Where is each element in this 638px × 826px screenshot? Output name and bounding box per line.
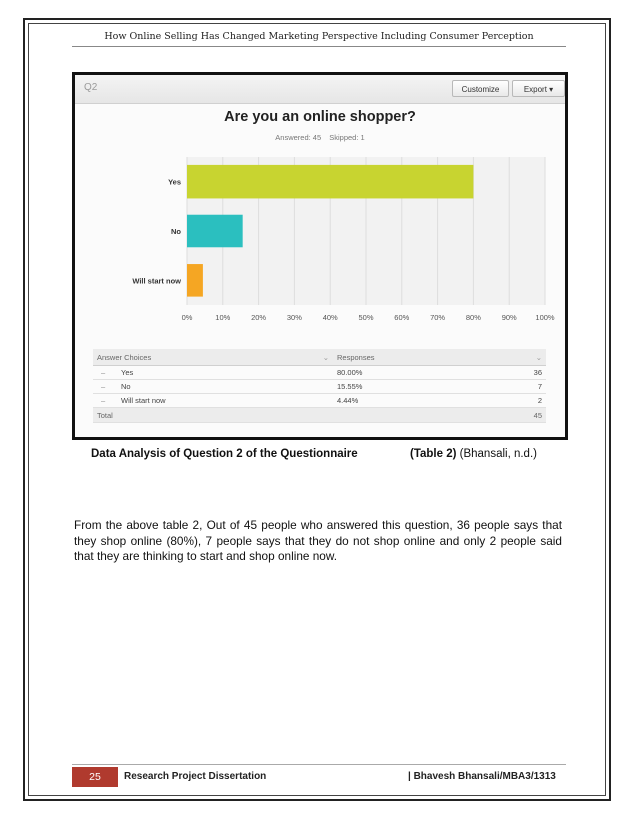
row-count: 36 (496, 366, 546, 380)
caption-citation: (Bhansali, n.d.) (456, 448, 537, 460)
x-tick-label: 80% (465, 313, 481, 322)
x-tick-label: 30% (286, 313, 302, 322)
row-count: 2 (496, 394, 546, 408)
footer-right-text: | Bhavesh Bhansali/MBA3/1313 (408, 771, 556, 782)
page-number: 25 (72, 767, 118, 787)
running-header: How Online Selling Has Changed Marketing Perspective Including Consumer Perception (104, 31, 534, 42)
bar-chart (75, 75, 565, 345)
table-header-row (93, 349, 546, 366)
table-row: – No 15.55% 7 (93, 380, 546, 394)
header-answer-choices: Answer Choices ⌄ (93, 349, 333, 366)
category-label: No (171, 227, 181, 236)
category-label: Will start now (132, 276, 181, 286)
total-count: 45 (496, 408, 546, 423)
x-tick-label: 90% (501, 313, 517, 322)
chart-title: Are you an online shopper? (224, 109, 416, 125)
bar (187, 215, 243, 248)
question-label: Q2 (84, 82, 98, 93)
row-percent: 15.55% (333, 380, 496, 394)
row-percent: 80.00% (333, 366, 496, 380)
total-label: Total (93, 408, 333, 423)
header-rule (72, 46, 566, 47)
table-total-row (93, 408, 546, 423)
answered-count: Answered: 45 (275, 133, 322, 142)
caption-main: Data Analysis of Question 2 of the Questionnaire (91, 448, 358, 460)
x-tick-label: 10% (215, 313, 231, 322)
footer-rule (72, 764, 566, 765)
bar (187, 165, 473, 199)
x-tick-label: 60% (394, 313, 410, 322)
x-tick-label: 20% (251, 313, 267, 322)
caption-table-ref: (Table 2) (410, 448, 457, 460)
x-tick-label: 70% (430, 313, 446, 322)
header-responses: Responses (333, 349, 496, 366)
bar (187, 264, 203, 297)
results-table (93, 349, 546, 423)
body-paragraph: From the above table 2, Out of 45 people who answered this question, 36 people says that they shop online (80%), 7 people says that they do not shop online and only 2 people said that they are thinking to start and shop online now. (74, 518, 562, 563)
header-sort: ⌄ (496, 349, 546, 366)
caption-reference (410, 448, 537, 460)
figure-caption (91, 448, 571, 460)
x-tick-label: 50% (358, 313, 374, 322)
survey-figure (72, 72, 568, 440)
row-count: 7 (496, 380, 546, 394)
row-choice: No (121, 382, 131, 391)
footer-left-text: Research Project Dissertation (124, 771, 267, 782)
x-tick-label: 0% (181, 313, 193, 322)
skipped-count: Skipped: 1 (329, 133, 365, 142)
x-tick-label: 40% (322, 313, 338, 322)
export-button[interactable]: Export ▾ (512, 80, 565, 97)
row-percent: 4.44% (333, 394, 496, 408)
category-label: Yes (168, 177, 181, 187)
table-row: – Will start now 4.44% 2 (93, 394, 546, 408)
table-row: – Yes 80.00% 36 (93, 366, 546, 380)
row-choice: Will start now (121, 396, 166, 405)
x-tick-label: 100% (535, 313, 555, 322)
customize-button[interactable]: Customize (452, 80, 509, 97)
row-choice: Yes (121, 368, 134, 377)
